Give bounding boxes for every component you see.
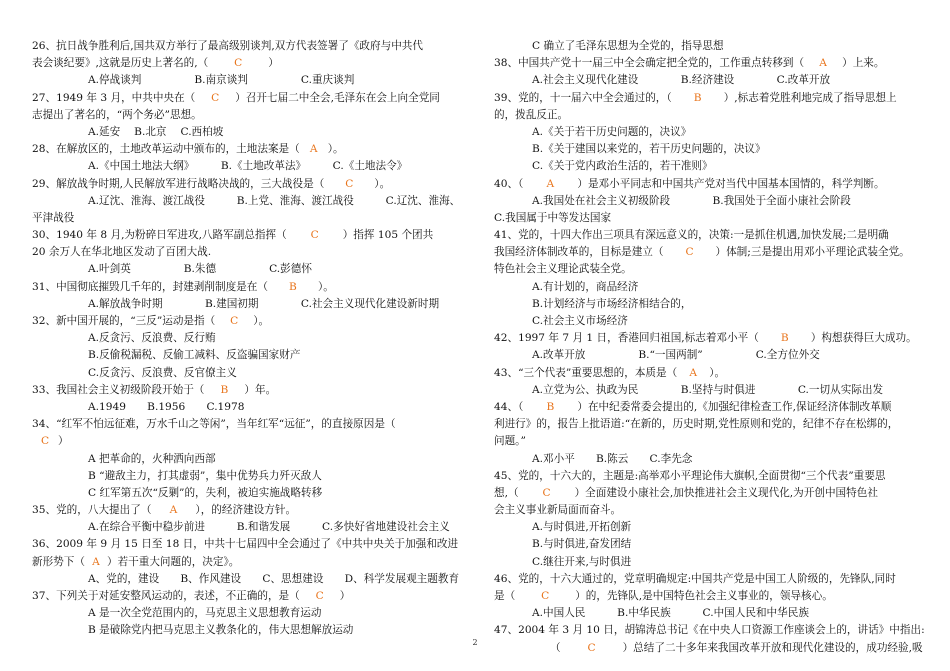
answer-letter: C	[40, 435, 50, 448]
line-text: 志提出了著名的，“两个务必”思想。	[32, 108, 202, 121]
line-text-after: ）	[268, 57, 279, 70]
text-line	[494, 72, 922, 89]
line-text-after: ）。	[374, 177, 391, 190]
line-text: A.社会主义现代化建设 B.经济建设 C.改革开放	[532, 74, 831, 87]
text-line	[494, 468, 922, 485]
line-text: 42、1997 年 7 月 1 日，香港回归祖国,标志着邓小平（	[494, 332, 759, 345]
line-text: 是（	[494, 590, 516, 602]
answer-letter: A	[169, 504, 178, 517]
answer-letter: B	[693, 91, 702, 104]
text-line	[32, 588, 470, 605]
answer-letter: A	[546, 177, 555, 190]
line-text: A.在综合平衡中稳步前进 B.和谐发展 C.多快好省地建设社会主义	[88, 521, 450, 534]
line-text-after: ）召开七届二中全会,毛泽东在会上向全党同	[235, 91, 440, 104]
text-line	[32, 502, 470, 519]
text-line	[32, 193, 470, 210]
line-text: A.延安 B.北京 C.西柏坡	[88, 125, 224, 138]
text-line	[494, 176, 922, 193]
text-line	[494, 536, 922, 553]
text-line	[32, 330, 470, 347]
line-text: C.反贪污、反浪费、反官僚主义	[88, 366, 237, 379]
answer-letter: C	[211, 91, 220, 104]
line-text: B.与时俱进,奋发团结	[532, 538, 632, 551]
line-text-after: ）指挥 105 个团共	[342, 229, 434, 242]
text-line	[32, 554, 470, 571]
line-text: 26、抗日战争胜利后,国共双方举行了最高级别谈判,双方代表签署了《政府与中共代	[32, 40, 423, 52]
answer-letter: B	[780, 332, 789, 345]
line-text: 20 余万人在华北地区发动了百团大战.	[32, 246, 212, 259]
text-line	[32, 227, 470, 244]
line-text-after: ）。	[317, 280, 334, 293]
line-text: 表会谈纪要》,这就是历史上著名的,（	[32, 57, 209, 70]
text-line	[32, 433, 470, 450]
text-line	[32, 451, 470, 468]
line-text: A.辽沈、淮海、渡江战役 B.上党、淮海、渡江战役 C.辽沈、淮海、	[88, 194, 461, 207]
answer-letter: C	[345, 177, 354, 190]
answer-letter: A	[819, 57, 827, 70]
line-text-after: ），的经济建设方针。	[195, 504, 297, 517]
text-line	[494, 554, 922, 571]
text-line	[494, 451, 922, 468]
line-text: A.停战谈判 B.南京谈判 C.重庆谈判	[88, 74, 355, 87]
line-text: 会主义事业新局面而奋斗。	[494, 504, 622, 517]
text-line	[494, 158, 922, 175]
text-line	[32, 468, 470, 485]
answer-letter: B	[289, 280, 297, 293]
text-line	[32, 296, 470, 313]
text-line	[32, 244, 470, 261]
line-text-after: ）在中纪委常委会提出的,《加强纪律检查工作,保证经济体制改革顺	[577, 400, 892, 413]
line-text: A.改革开放 B.“一国两制” C.全方位外交	[532, 349, 820, 362]
answer-letter: C	[541, 590, 550, 602]
line-text-after: ）总结了二十多年来我国改革开放和现代化建设的，成功经验,吸	[622, 641, 923, 654]
line-text-after: ）全面建设小康社会,加快推进社会主义现代化,为开创中国特色社	[574, 486, 878, 499]
line-text: A.邓小平 B.陈云 C.李先念	[532, 452, 693, 465]
line-text: A.与时俱进,开拓创新	[532, 521, 632, 534]
line-text: （	[550, 641, 561, 654]
line-text: 我国经济体制改革的，目标是建立（	[494, 246, 664, 259]
line-text: C 确立了毛泽东思想为全党的，指导思想	[532, 40, 724, 52]
line-text-after: ）若干重大问题的，决定》。	[106, 555, 240, 568]
line-text-after: ）,标志着党胜利地完成了指导思想上	[723, 91, 897, 104]
line-text: 利进行》的，报告上批语道:“在新的，历史时期,党性原则和党的，纪律不存在松绑的，	[494, 418, 899, 431]
text-line	[32, 605, 470, 622]
text-line	[494, 485, 922, 502]
line-text: C.《关于党内政治生活的，若干准则》	[532, 160, 713, 173]
text-line	[494, 433, 922, 450]
answer-letter: A	[92, 555, 100, 568]
answer-letter: C	[587, 641, 596, 654]
line-text: A 把革命的，火种洒向西部	[88, 452, 216, 465]
text-line	[494, 519, 922, 536]
text-line	[494, 588, 922, 605]
line-text: A 是一次全党范围内的，马克思主义思想教育运动	[88, 607, 322, 620]
line-text: 30、1940 年 8 月,为粉碎日军进攻,八路军副总指挥（	[32, 229, 287, 242]
line-text: 29、解放战争时期,人民解放军进行战略决战的，三大战役是（	[32, 177, 325, 190]
line-text: 问题。”	[494, 435, 526, 448]
line-text: C.我国属于中等发达国家	[494, 211, 612, 224]
text-line	[494, 55, 922, 72]
text-line	[494, 124, 922, 141]
text-line	[32, 210, 470, 227]
left-column	[32, 38, 470, 640]
right-column	[494, 38, 925, 657]
text-line	[494, 399, 922, 416]
line-text: B.计划经济与市场经济相结合的，	[532, 297, 692, 310]
text-line	[32, 176, 470, 193]
answer-letter: C	[310, 229, 319, 242]
text-line	[494, 416, 922, 433]
line-text: 39、党的，十一届六中全会通过的，（	[494, 91, 672, 104]
line-text-after: ）年。	[244, 383, 277, 396]
text-line	[494, 193, 922, 210]
line-text: 45、党的，十六大的，主题是:高举邓小平理论伟大旗帜,全面贯彻“三个代表”重要思	[494, 469, 886, 482]
line-text: 38、中国共产党十一届三中全会确定把全党的，工作重点转移到（	[494, 57, 805, 70]
line-text: 特色社会主义理论武装全党。	[494, 263, 632, 276]
text-line	[32, 90, 470, 107]
line-text: B.《关于建国以来党的，若干历史问题的，决议》	[532, 143, 766, 156]
line-text: 47、2004 年 3 月 10 日，胡锦涛总书记《在中央人口资源工作座谈会上的，讲话》中指出:	[494, 624, 925, 637]
text-line	[494, 605, 922, 622]
line-text: 平津战役	[32, 211, 75, 224]
line-text: 46、党的，十六大通过的，党章明确规定:中国共产党是中国工人阶级的，先锋队,同时	[494, 572, 896, 585]
line-text-after: ）的，先锋队,是中国特色社会主义事业的，领导核心。	[575, 590, 833, 602]
line-text: 34、“红军不怕远征难，万水千山之等闲”，当年红军“远征”，的直接原因是（	[32, 418, 396, 431]
line-text: B “避敌主力，打其虚弱”，集中优势兵力歼灭敌人	[88, 469, 322, 482]
line-text: 41、党的，十四大作出三项具有深远意义的，决策:一是抓住机遇,加快发展;二是明确	[494, 229, 889, 242]
text-line	[32, 485, 470, 502]
line-text: B 是破除党内把马克思主义教条化的，伟大思想解放运动	[88, 624, 354, 637]
line-text-after: ）是邓小平同志和中国共产党对当代中国基本国情的，科学判断。	[577, 177, 885, 190]
text-line	[32, 399, 470, 416]
answer-letter: A	[689, 366, 698, 379]
line-text: 27、1949 年 3 月，中共中央在（	[32, 91, 196, 104]
line-text: C.社会主义市场经济	[532, 315, 628, 327]
answer-letter: C	[542, 486, 551, 499]
text-line	[32, 279, 470, 296]
line-text: A.《关于若干历史问题的，决议》	[532, 125, 692, 138]
answer-letter: B	[220, 383, 229, 396]
text-line	[494, 382, 922, 399]
answer-letter: C	[230, 315, 239, 327]
text-line	[494, 330, 922, 347]
text-line	[494, 244, 922, 261]
line-text: A、党的，建设 B、作风建设 C、思想建设 D、科学发展观主题教育	[88, 572, 460, 585]
line-text: 新形势下（	[32, 555, 85, 568]
text-line	[32, 38, 470, 55]
text-line	[32, 622, 470, 639]
line-text: 35、党的，八大提出了（	[32, 504, 152, 517]
line-text-after: ）。	[253, 315, 270, 327]
line-text: A.我国处在社会主义初级阶段 B.我国处于全面小康社会阶段	[532, 194, 851, 207]
line-text: 想,（	[494, 486, 519, 499]
text-line	[32, 536, 470, 553]
line-text-after: ）	[58, 435, 69, 448]
text-line	[494, 502, 922, 519]
line-text: A.1949 B.1956 C.1978	[88, 400, 245, 413]
text-line	[494, 571, 922, 588]
text-line	[32, 124, 470, 141]
text-line	[32, 416, 470, 433]
line-text-after: ）。	[709, 366, 726, 379]
text-line	[494, 622, 925, 639]
line-text-after: ）上来。	[842, 57, 885, 70]
text-line	[494, 296, 922, 313]
text-line	[494, 210, 922, 227]
text-line	[494, 38, 922, 55]
answer-letter: A	[309, 143, 318, 156]
line-text: 43、“三个代表”重要思想的，本质是（	[494, 366, 678, 379]
line-text: A.有计划的，商品经济	[532, 280, 639, 293]
line-text: 31、中国彻底摧毁几千年的，封建剥削制度是在（	[32, 280, 268, 293]
text-line	[494, 279, 922, 296]
line-text: 32、新中国开展的，“三反”运动是指（	[32, 315, 216, 327]
line-text: A.中国人民 B.中华民族 C.中国人民和中华民族	[532, 607, 809, 620]
text-line	[494, 141, 922, 158]
text-line	[494, 347, 922, 364]
text-line	[494, 365, 922, 382]
text-line	[32, 261, 470, 278]
line-text: A.叶剑英 B.朱德 C.彭德怀	[88, 263, 312, 276]
text-line	[494, 261, 922, 278]
text-line	[32, 519, 470, 536]
text-line	[32, 382, 470, 399]
text-line	[494, 313, 922, 330]
text-line	[32, 347, 470, 364]
line-text: A.解放战争时期 B.建国初期 C.社会主义现代化建设新时期	[88, 297, 440, 310]
text-line	[494, 107, 922, 124]
line-text: 28、在解放区的，土地改革运动中颁布的，土地法案是（	[32, 143, 300, 156]
line-text-after: ）	[339, 590, 351, 602]
page-number: 2	[472, 638, 478, 647]
line-text: 44、（	[494, 400, 524, 413]
line-text: 40、（	[494, 177, 524, 190]
text-line	[494, 90, 922, 107]
text-line	[32, 313, 470, 330]
text-line	[32, 158, 470, 175]
line-text: A.立党为公、执政为民 B.坚持与时俱进 C.一切从实际出发	[532, 383, 884, 396]
line-text-after: ）构想获得巨大成功。	[810, 332, 917, 345]
line-text: B.反偷税漏税、反偷工减料、反盗骗国家财产	[88, 349, 301, 362]
text-line	[32, 571, 470, 588]
answer-letter: C	[234, 57, 243, 70]
text-line	[32, 72, 470, 89]
line-text: 36、2009 年 9 月 15 日至 18 日，中共十七届四中全会通过了《中共中央关于加强和改进	[32, 538, 459, 551]
text-line	[32, 107, 470, 124]
line-text: A.反贪污、反浪费、反行贿	[88, 332, 216, 345]
answer-letter: B	[546, 400, 555, 413]
answer-letter: C	[315, 590, 324, 602]
line-text: 37、下列关于对延安整风运动的，表述，不正确的，是（	[32, 590, 300, 602]
text-line	[32, 365, 470, 382]
line-text-after: ）体制;三是提出用邓小平理论武装全党。	[715, 246, 910, 259]
text-line	[494, 227, 922, 244]
text-line	[32, 55, 470, 72]
line-text: C.继往开来,与时俱进	[532, 555, 632, 568]
line-text: 33、我国社会主义初级阶段开始于（	[32, 383, 205, 396]
line-text-after: ）。	[327, 143, 344, 156]
text-line	[32, 141, 470, 158]
answer-letter: C	[685, 246, 694, 259]
line-text: 的，拨乱反正。	[494, 108, 569, 121]
line-text: A.《中国土地法大纲》 B.《土地改革法》 C.《土地法令》	[88, 160, 408, 173]
line-text: C 红军第五次“反剿”的，失利，被迫实施战略转移	[88, 486, 323, 499]
